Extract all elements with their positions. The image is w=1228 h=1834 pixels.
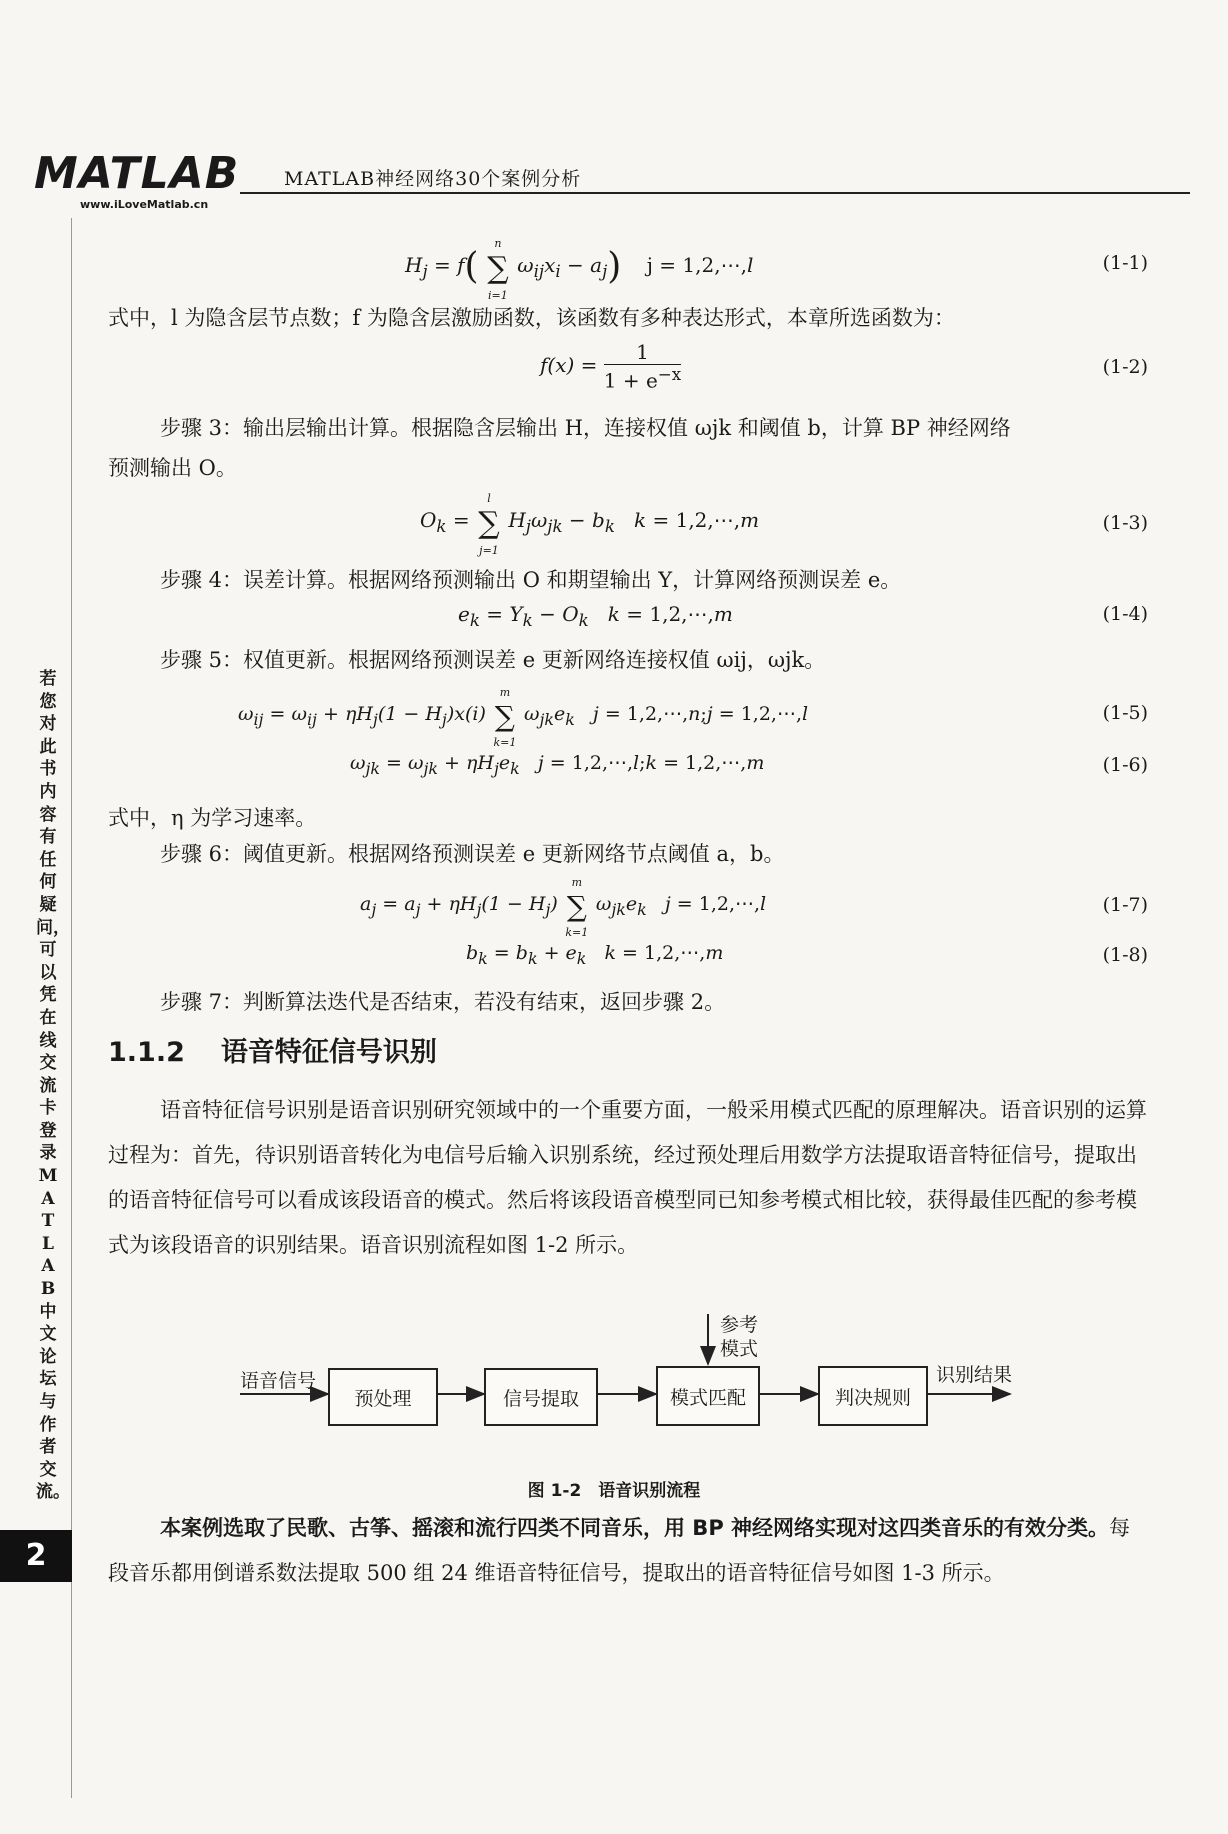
equation-1-6: $\omega_{jk} = \omega_{jk} + \eta H_je_k$ j = 1,2,⋯,l;k = 1,2,⋯,m (350, 752, 765, 778)
paragraph: 语音特征信号识别是语音识别研究领域中的一个重要方面，一般采用模式匹配的原理解决。语音识别的运算过程为：首先，待识别语音转化为电信号后输入识别系统，经过预处理后用数学方法提取语音特征信号，提取出的语音特征信号可以看成该段语音的模式。然后将该段语音模型同已知参考模式相比较，获得最佳匹配的参考模式为该段语音的识别结果。语音识别流程如图 1-2 所示。 (108, 1098, 1147, 1257)
decision-rule-box: 判决规则 (818, 1366, 928, 1426)
paragraph: 预测输出 O。 (108, 456, 237, 480)
sidebar-note: 若您对此书内容有任何疑问，可以凭在线交流卡登录MATLAB中文论坛与作者交流。 (36, 669, 70, 1503)
equation-1-7: $a_j = a_j + \eta H_j(1 - H_j)$ m ∑ k=1 $\omega_{jk}e_k$ j = 1,2,⋯,l (360, 876, 767, 939)
reference-label-2: 模式 (720, 1338, 759, 1360)
diagram-arrows (0, 1310, 1228, 1460)
step-3: 步骤 3：输出层输出计算。根据隐含层输出 H，连接权值 ωjk 和阈值 b，计算 BP 神经网络 (160, 416, 1011, 440)
equation-number: (1-3) (1102, 512, 1148, 534)
equation-1-8: $b_k = b_k + e_k$ k = 1,2,⋯,m (466, 942, 724, 968)
logo-url: www.iLoveMatlab.cn (80, 198, 209, 211)
equation-1-3: $O_k$ = l ∑ j=1 $H_j\omega_{jk} - b_k$ k = 1,2,⋯,m (420, 492, 760, 557)
matlab-logo (34, 148, 244, 218)
equation-number: (1-2) (1102, 356, 1148, 378)
section-title: 语音特征信号识别 (220, 1037, 437, 1068)
figure-caption: 图 1-2 语音识别流程 (527, 1481, 701, 1501)
equation-number: (1-8) (1102, 944, 1148, 966)
section-heading (108, 1030, 437, 1069)
equation-number: (1-7) (1102, 894, 1148, 916)
step-5: 步骤 5：权值更新。根据网络预测误差 e 更新网络连接权值 ωij，ωjk。 (160, 648, 826, 672)
equation-1-5: $\omega_{ij} = \omega_{ij} + \eta H_j(1 - H_j)x(i)$ m ∑ k=1 $\omega_{jk}e_k$ j = 1,2,⋯,n;j = 1,2,⋯,l (238, 686, 809, 749)
equation-1-1: $H_j = f$( n ∑ i=1 $\omega_{ij}x_i - a_j$) j = 1,2,⋯,l (405, 237, 754, 302)
reference-label-1: 参考 (720, 1314, 759, 1336)
equation-number: (1-6) (1102, 754, 1148, 776)
equation-1-2: f(x) = $\frac{1}{1 + e^{-x}}$ (540, 340, 682, 393)
section-number: 1.1.2 (108, 1037, 185, 1068)
pattern-match-box: 模式匹配 (656, 1366, 760, 1426)
signal-extract-box: 信号提取 (484, 1368, 598, 1426)
equation-1-4: $e_k = Y_k - O_k$ k = 1,2,⋯,m (458, 602, 733, 630)
input-label: 语音信号 (240, 1370, 317, 1392)
equation-number: (1-1) (1102, 252, 1148, 274)
flow-diagram (0, 1310, 1228, 1460)
logo-mark: MATLAB (34, 148, 240, 199)
step-4: 步骤 4：误差计算。根据网络预测输出 O 和期望输出 Y，计算网络预测误差 e。 (160, 568, 902, 592)
step-6: 步骤 6：阈值更新。根据网络预测误差 e 更新网络节点阈值 a，b。 (160, 842, 785, 866)
equation-number: (1-4) (1102, 603, 1148, 625)
step-7: 步骤 7：判断算法迭代是否结束，若没有结束，返回步骤 2。 (160, 990, 726, 1014)
output-label: 识别结果 (936, 1364, 1013, 1386)
paragraph-text: 每段音乐都用倒谱系数法提取 500 组 24 维语音特征信号，提取出的语音特征信号如图 1-3 所示。 (108, 1516, 1131, 1585)
header-rule (240, 192, 1190, 194)
paragraph: 式中，l 为隐含层节点数；f 为隐含层激励函数，该函数有多种表达形式，本章所选函数为： (108, 306, 955, 330)
paragraph: 式中，η 为学习速率。 (108, 806, 317, 830)
paragraph-final (108, 1506, 1148, 1596)
equation-number: (1-5) (1102, 702, 1148, 724)
bold-lead-text: 本案例选取了民歌、古筝、摇滚和流行四类不同音乐，用 BP 神经网络实现对这四类音乐的有效分类。 (160, 1516, 1110, 1540)
preprocess-box: 预处理 (328, 1368, 438, 1426)
page-number: 2 (0, 1530, 72, 1582)
running-header-title: MATLAB神经网络30个案例分析 (284, 168, 582, 190)
